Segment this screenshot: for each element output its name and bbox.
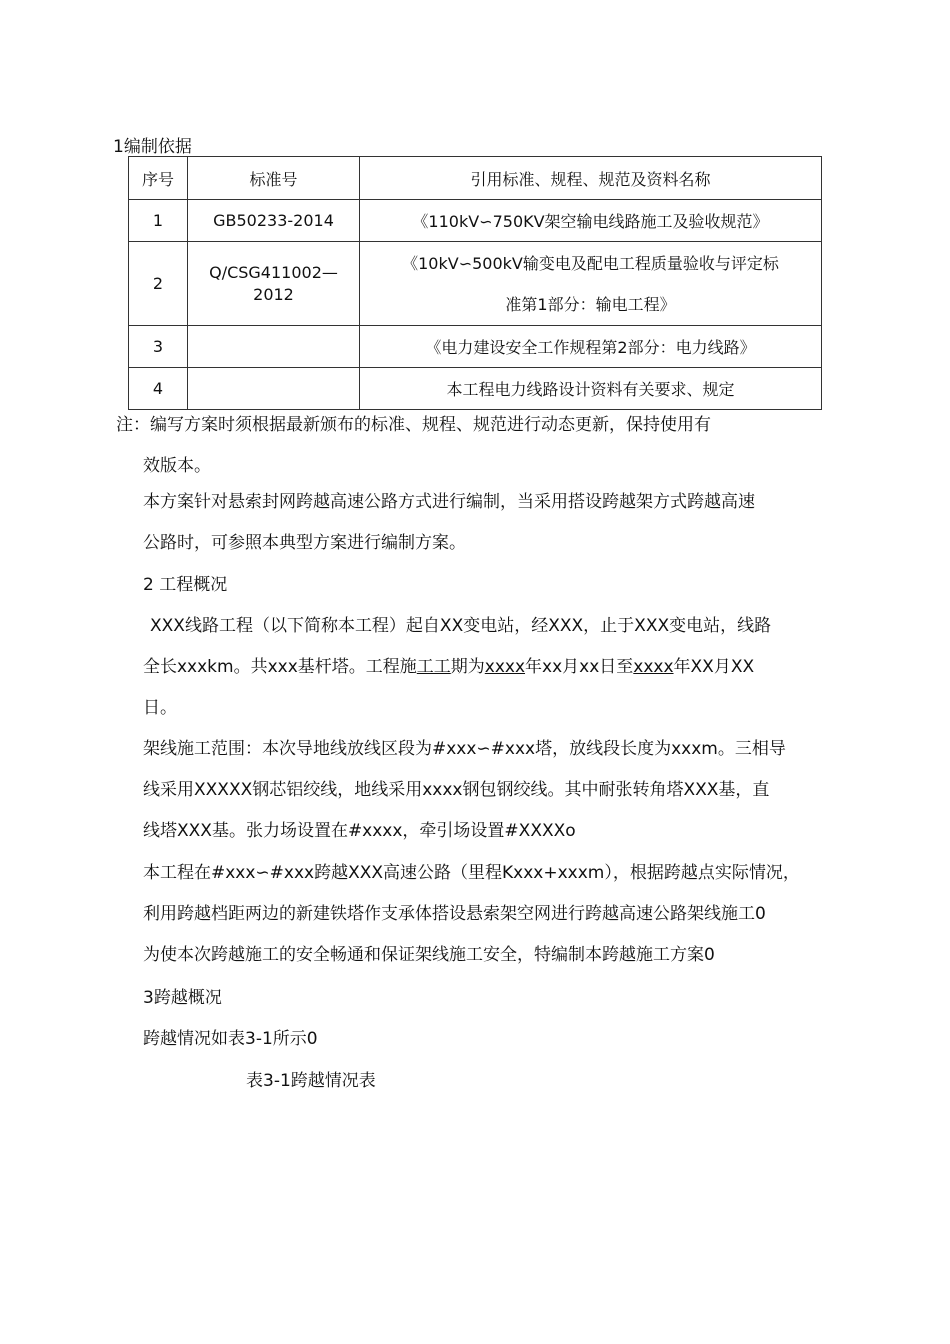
cell-number: 1 (129, 200, 188, 242)
overview-line-3: 日。 (143, 698, 177, 718)
overview-text: 期为 (450, 657, 485, 677)
cell-name (360, 326, 822, 368)
section-heading-1: 1编制依据 (113, 137, 192, 157)
intro-line-2: 公路时，可参照本典型方案进行编制方案。 (143, 533, 466, 553)
crossing-note: 跨越情况如表3-1所示0 (143, 1029, 318, 1049)
cell-name-line: 本工程电力线路设计资料有关要求、规定 (446, 380, 735, 399)
table-row (129, 242, 822, 326)
cell-name-line: 《110kV∽750KV架空输电线路施工及验收规范》 (412, 212, 769, 231)
cell-name (360, 242, 822, 326)
cell-code (188, 242, 360, 326)
overview-line-2 (143, 656, 754, 678)
cell-code-line: Q/CSG411002— (209, 262, 338, 282)
intro-line-1: 本方案针对悬索封网跨越高速公路方式进行编制，当采用搭设跨越架方式跨越高速 (143, 492, 755, 512)
table-caption: 表3-1跨越情况表 (246, 1071, 376, 1091)
cell-name-line: 《电力建设安全工作规程第2部分：电力线路》 (425, 338, 756, 357)
cell-code-line: GB50233-2014 (213, 211, 334, 230)
overview-text: 年xx月xx日至 (525, 657, 634, 677)
scope-line-3: 线塔XXX基。张力场设置在#xxxx，牵引场设置#XXXXo (143, 821, 576, 841)
crossing-line-3: 为使本次跨越施工的安全畅通和保证架线施工安全，特编制本跨越施工方案0 (143, 945, 715, 965)
scope-line-2: 线采用XXXXX钢芯铝绞线，地线采用xxxx钢包钢绞线。其中耐张转角塔XXX基，直 (143, 780, 770, 800)
crossing-line-2: 利用跨越档距两边的新建铁塔作支承体搭设悬索架空网进行跨越高速公路架线施工0 (143, 904, 766, 924)
cell-name (360, 200, 822, 242)
cell-code (188, 368, 360, 410)
overview-text: 年XX月XX (673, 657, 755, 677)
reference-table (128, 156, 822, 410)
note-line-2: 效版本。 (143, 456, 211, 476)
scope-line-1: 架线施工范围：本次导地线放线区段为#xxx∽#xxx塔，放线段长度为xxxm。三相导 (143, 739, 786, 759)
overview-underlined-year: xxxx (484, 657, 526, 677)
section-heading-3: 3跨越概况 (143, 988, 222, 1008)
note-line-1: 注：编写方案时须根据最新颁布的标准、规程、规范进行动态更新，保持使用有 (116, 415, 711, 435)
column-header-name: 引用标准、规程、规范及资料名称 (360, 157, 822, 200)
table-row (129, 326, 822, 368)
cell-name-line: 准第1部分：输电工程》 (505, 294, 676, 314)
crossing-line-1: 本工程在#xxx∽#xxx跨越XXX高速公路（里程Kxxx+xxxm），根据跨越点实际情况， (143, 863, 800, 883)
table-row (129, 368, 822, 410)
overview-underlined-year: xxxx (633, 657, 674, 677)
section-heading-2: 2 工程概况 (143, 575, 228, 595)
column-header-number: 序号 (129, 157, 188, 200)
cell-code-line: 2012 (253, 284, 294, 304)
overview-line-1: XXX线路工程（以下简称本工程）起自XX变电站，经XXX，止于XXX变电站，线路 (150, 616, 772, 636)
cell-name-line: 《10kV∽500kV输变电及配电工程质量验收与评定标 (402, 253, 779, 273)
cell-name (360, 368, 822, 410)
cell-number: 2 (129, 242, 188, 326)
overview-underlined-text: 工工 (416, 657, 451, 677)
overview-text: 全长xxxkm。共xxx基杆塔。工程施 (143, 657, 417, 677)
column-header-code: 标准号 (188, 157, 360, 200)
cell-number: 3 (129, 326, 188, 368)
table-row (129, 200, 822, 242)
cell-code (188, 200, 360, 242)
cell-number: 4 (129, 368, 188, 410)
table-header-row (129, 157, 822, 200)
cell-code (188, 326, 360, 368)
